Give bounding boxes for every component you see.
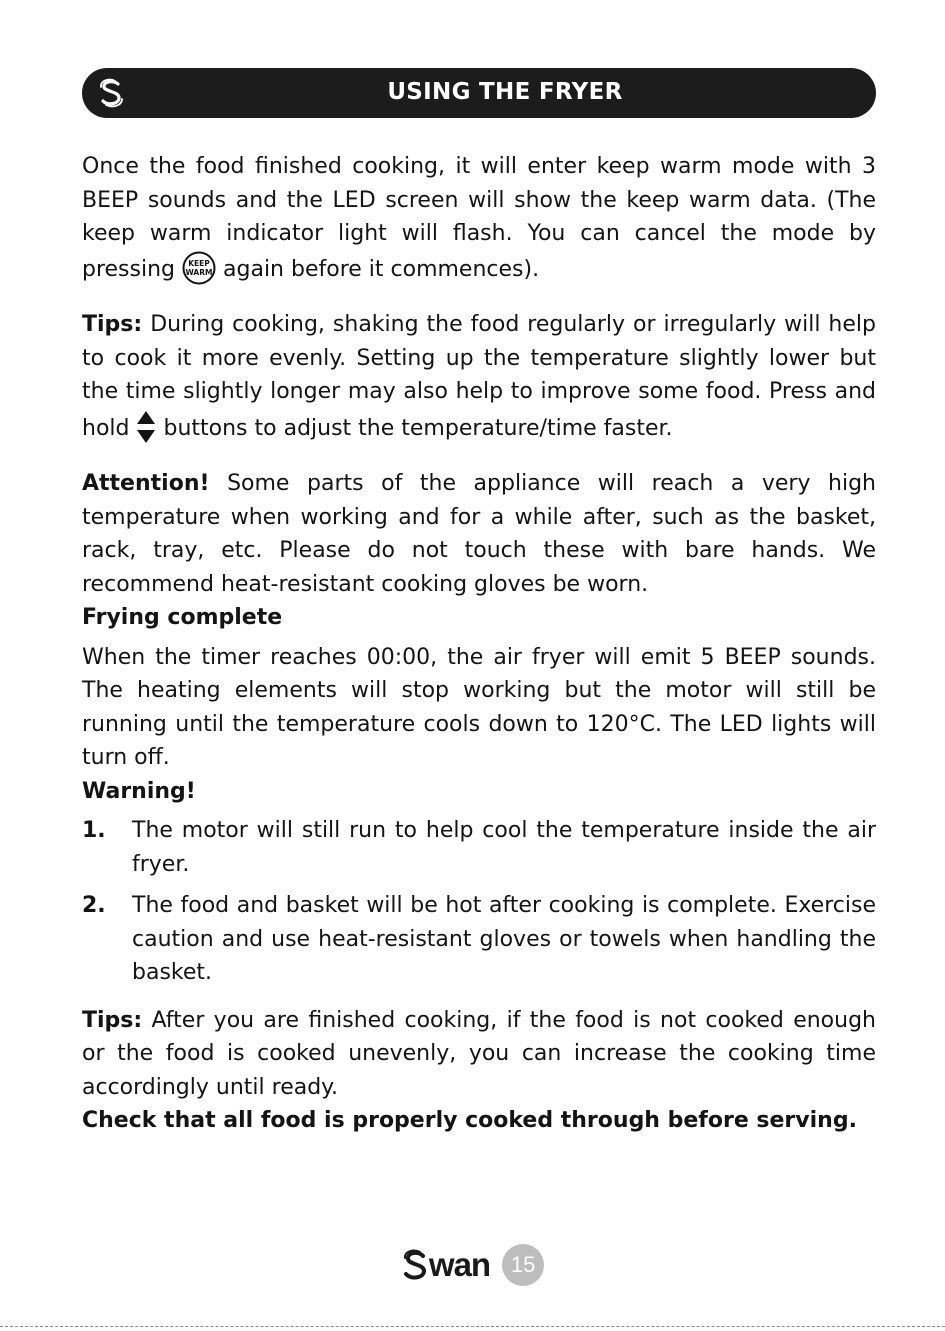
list-item-text: The motor will still run to help cool the temperature inside the air fryer. (132, 818, 876, 877)
attention-label: Attention! (82, 471, 210, 496)
swan-brand-logo (401, 1246, 490, 1284)
tips-label-2: Tips: (82, 1007, 143, 1033)
tips-text-1b: buttons to adjust the temperature/time faster. (163, 415, 673, 441)
tips-text-2: After you are finished cooking, if the food is not cooked enough or the food is cooked unevenly, you can increase the cooking time accordingly until ready. (82, 1007, 876, 1100)
intro-text-1: Once the food finished cooking, it will enter keep warm mode with 3 BEEP sounds and the LED screen will show the keep warm data. (The keep warm indicator light will flash. You can cancel the mode by pressing (82, 154, 876, 282)
intro-text-2: again before it commences). (223, 256, 540, 282)
list-item (82, 814, 876, 881)
page-number-badge: 15 (502, 1244, 544, 1286)
main-content (82, 150, 876, 1138)
tips-label-1: Tips: (82, 312, 143, 337)
keep-warm-line1: KEEP (188, 258, 210, 268)
warning-list (82, 814, 876, 990)
page-bottom-rule (0, 1326, 945, 1327)
attention-text: Some parts of the appliance will reach a very high temperature when working and for a while after, such as the basket, rack, tray, etc. Please do not touch these with bare hands. We recommend heat-resistant cooking gloves be worn. (82, 471, 877, 597)
page-title: USING THE FRYER (387, 79, 623, 105)
list-item-number: 1. (82, 818, 106, 843)
page-footer (0, 1243, 945, 1287)
list-item (82, 889, 876, 990)
tips-paragraph-1 (82, 308, 876, 445)
swan-s-logo-icon (401, 1248, 431, 1282)
tips-text-1a: During cooking, shaking the food regularly or irregularly will help to cook it more evenly. Setting up the temperature slightly lower but the time slightly longer may also help to improve some food. Press and hold (82, 312, 876, 441)
keep-warm-line2: WARM (185, 267, 213, 277)
frying-complete-text: When the timer reaches 00:00, the air fryer will emit 5 BEEP sounds. The heating elements will stop working but the motor will still be running until the temperature cools down to 120°C. The LED lights will turn off. (82, 644, 876, 770)
keep-warm-button-icon (182, 251, 216, 285)
up-down-arrows-icon (136, 409, 156, 445)
attention-paragraph (82, 467, 876, 601)
brand-name: wan (428, 1246, 491, 1283)
tips-paragraph-2 (82, 1004, 876, 1105)
list-item-number: 2. (82, 893, 106, 918)
final-note: Check that all food is properly cooked through before serving. (82, 1108, 857, 1133)
section-header-bar (82, 68, 876, 118)
intro-paragraph (82, 150, 876, 286)
warning-heading: Warning! (82, 778, 196, 804)
list-item-text: The food and basket will be hot after cooking is complete. Exercise caution and use heat-resistant gloves or towels when handling the basket. (132, 893, 876, 985)
frying-complete-heading: Frying complete (82, 605, 283, 630)
